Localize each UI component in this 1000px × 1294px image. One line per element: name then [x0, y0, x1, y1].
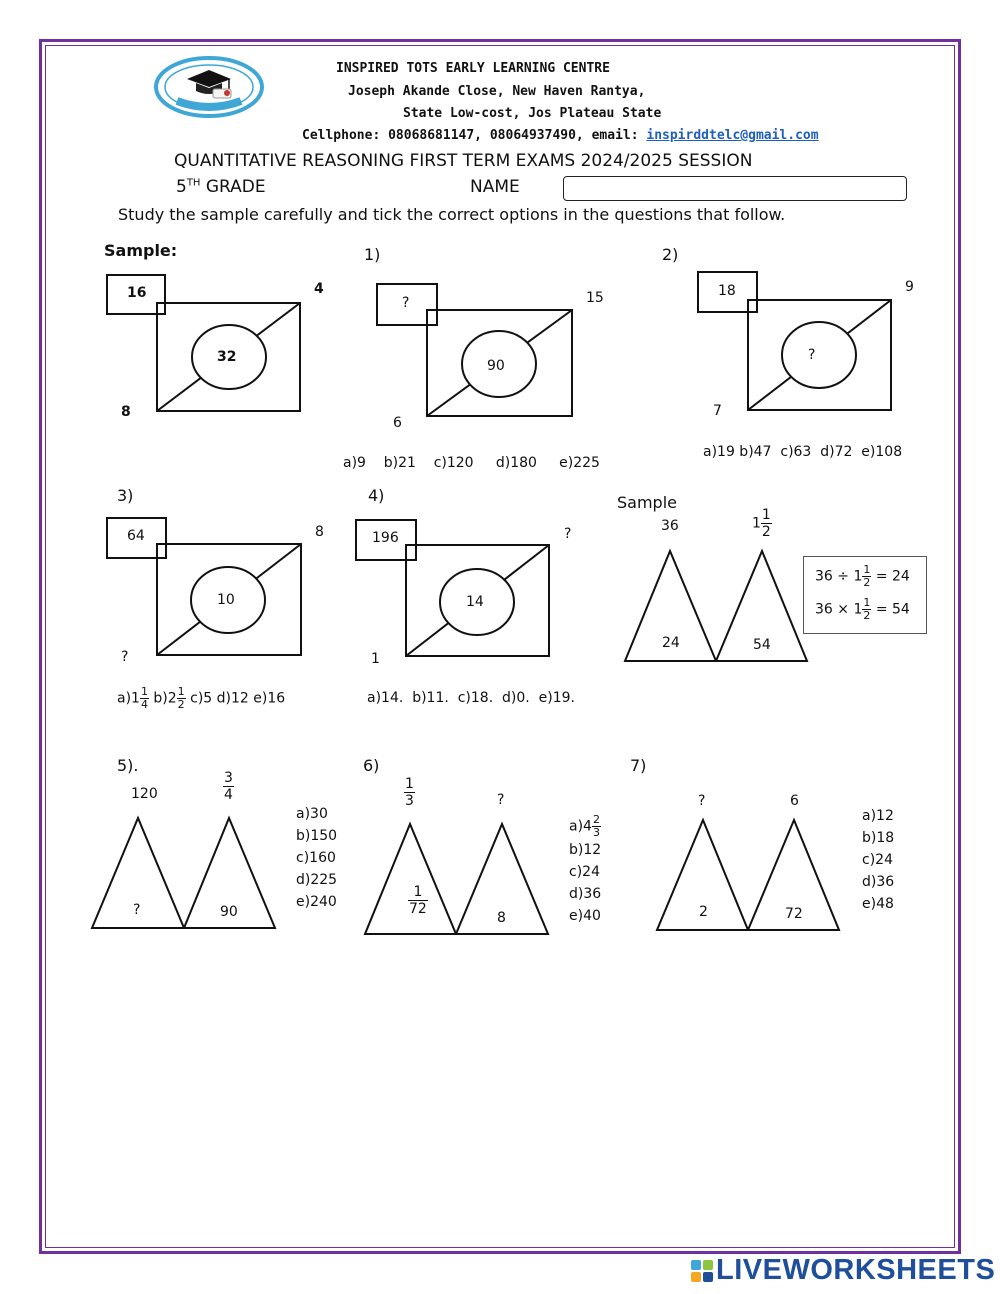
q4-label: 4): [368, 486, 385, 505]
q4-box-value: 196: [372, 530, 399, 546]
address-line-2: State Low-cost, Jos Plateau State: [403, 106, 662, 121]
exam-title: QUANTITATIVE REASONING FIRST TERM EXAMS 2024/2025 SESSION: [174, 151, 753, 171]
q3-options-rest: c)5 d)12 e)16: [190, 690, 286, 707]
sample2-right-top-denominator: 2: [761, 524, 771, 540]
q6-left-top-denominator: 3: [405, 793, 414, 809]
sample2-eq-1: [815, 564, 910, 589]
q7-right-inner: 72: [785, 906, 803, 922]
q2-circle: [782, 322, 856, 388]
q6-left-inner-denominator: 72: [409, 901, 427, 917]
q6-option-b[interactable]: b)12: [569, 842, 602, 858]
sample2-right-top-numerator: 1: [761, 507, 771, 523]
sample2-eq-1-numerator: 1: [863, 563, 871, 576]
grade-number: 5: [176, 177, 187, 197]
sample2-eq-2-denominator: 2: [863, 609, 871, 622]
q2-box-value: 18: [718, 283, 736, 299]
q3-label: 3): [117, 486, 134, 505]
contact-text: Cellphone: 08068681147, 08064937490, email:: [302, 128, 647, 143]
q5-option-b[interactable]: b)150: [296, 828, 338, 844]
school-name: INSPIRED TOTS EARLY LEARNING CENTRE: [336, 61, 610, 76]
q5-option-a[interactable]: a)30: [296, 806, 328, 822]
sample2-eq-2: [815, 597, 910, 622]
q6-right-top: ?: [497, 792, 505, 808]
sample2-label: Sample: [617, 493, 677, 512]
sample2-right-top: [752, 507, 772, 540]
q3-option-a-numerator: 1: [140, 685, 148, 698]
sample2-eq-2-numerator: 1: [863, 596, 871, 609]
sample-box-value: 16: [127, 285, 147, 301]
q7-left-top: ?: [698, 793, 706, 809]
q6-option-a[interactable]: [569, 814, 601, 839]
instruction: Study the sample carefully and tick the correct options in the questions that follow.: [118, 205, 786, 224]
q7-label: 7): [630, 756, 647, 775]
q7-right-top: 6: [790, 793, 799, 809]
liveworksheets-icon: [690, 1258, 716, 1284]
q3-option-a: a)1: [117, 690, 140, 707]
liveworksheets-logo: [690, 1254, 995, 1287]
q5-option-c[interactable]: c)160: [296, 850, 336, 866]
q6-option-e[interactable]: e)40: [569, 908, 601, 924]
sample-circle-value: 32: [217, 349, 237, 365]
q6-option-a-whole: a)4: [569, 818, 592, 835]
q7-option-a[interactable]: a)12: [862, 808, 894, 824]
q3-option-a-denominator: 4: [140, 698, 148, 711]
sample2-eq-1-right: = 24: [875, 568, 910, 585]
q6-right-inner: 8: [497, 910, 506, 926]
q4-top-right: ?: [564, 526, 572, 542]
name-label: NAME: [470, 177, 520, 197]
q2-bottom-left: 7: [713, 403, 722, 419]
q2-top-right: 9: [905, 279, 914, 295]
email-link[interactable]: inspirddtelc@gmail.com: [646, 128, 819, 143]
q4-bottom-left: 1: [371, 651, 380, 667]
q3-option-b-numerator: 1: [177, 685, 185, 698]
sample-top-right: 4: [314, 281, 324, 297]
address-line-1: Joseph Akande Close, New Haven Rantya,: [348, 84, 646, 99]
sample2-eq-1-denominator: 2: [863, 576, 871, 589]
sample-label: Sample:: [104, 241, 178, 260]
sample2-right-inner: 54: [753, 637, 771, 653]
q3-box-value: 64: [127, 528, 145, 544]
q1-top-right: 15: [586, 290, 604, 306]
q1-label: 1): [364, 245, 381, 264]
sample2-left-top: 36: [661, 518, 679, 534]
q3-option-b: b)2: [153, 690, 177, 707]
q7-left-inner: 2: [699, 904, 708, 920]
q7-option-c[interactable]: c)24: [862, 852, 893, 868]
q5-right-inner: 90: [220, 904, 238, 920]
q5-right-top-denominator: 4: [224, 787, 233, 803]
q7-option-b[interactable]: b)18: [862, 830, 895, 846]
grade-suffix: TH: [186, 177, 201, 189]
q6-left-top-numerator: 1: [405, 776, 414, 792]
q4-circle-value: 14: [466, 594, 484, 610]
sample2-eq-2-left: 36 × 1: [815, 601, 863, 618]
sample2-left-inner: 24: [662, 635, 680, 651]
sample-bottom-left: 8: [121, 404, 131, 420]
grade-word: GRADE: [205, 177, 266, 197]
q6-option-a-numerator: 2: [592, 813, 600, 826]
q2-circle-value: ?: [808, 347, 816, 363]
q1-bottom-left: 6: [393, 415, 402, 431]
q1-box-value: ?: [402, 295, 410, 311]
sample2-right-top-whole: 1: [752, 515, 761, 532]
q7-options[interactable]: [862, 805, 894, 915]
q5-option-d[interactable]: d)225: [296, 872, 338, 888]
q5-options[interactable]: [296, 803, 337, 913]
q6-option-d[interactable]: d)36: [569, 886, 602, 902]
q5-right-top: [223, 770, 234, 803]
q5-option-e[interactable]: e)240: [296, 894, 337, 910]
q5-left-inner: ?: [133, 902, 141, 918]
q6-option-a-denominator: 3: [592, 826, 600, 839]
q6-option-c[interactable]: c)24: [569, 864, 600, 880]
q5-label: 5).: [117, 756, 139, 775]
q6-left-inner-numerator: 1: [408, 884, 428, 901]
q6-options[interactable]: [569, 814, 601, 927]
q3-option-b-denominator: 2: [177, 698, 185, 711]
q6-left-top: [404, 776, 415, 809]
sample2-eq-2-right: = 54: [875, 601, 910, 618]
q3-circle-value: 10: [217, 592, 235, 608]
q7-option-d[interactable]: d)36: [862, 874, 895, 890]
q7-option-e[interactable]: e)48: [862, 896, 894, 912]
q5-left-top: 120: [131, 786, 158, 802]
q4-options[interactable]: a)14. b)11. c)18. d)0. e)19.: [367, 690, 575, 706]
q2-options[interactable]: a)19 b)47 c)63 d)72 e)108: [703, 444, 903, 460]
q6-left-inner: [408, 884, 428, 917]
q5-right-top-numerator: 3: [224, 770, 233, 786]
q1-circle-value: 90: [487, 358, 505, 374]
q2-label: 2): [662, 245, 679, 264]
sample2-eq-1-left: 36 ÷ 1: [815, 568, 863, 585]
q3-options[interactable]: [117, 686, 285, 711]
q3-bottom-left: ?: [121, 649, 129, 665]
q3-top-right: 8: [315, 524, 324, 540]
q1-options[interactable]: a)9 b)21 c)120 d)180 e)225: [343, 455, 600, 471]
q6-left-triangle: [365, 824, 456, 934]
q6-label: 6): [363, 756, 380, 775]
liveworksheets-text: LIVEWORKSHEETS: [716, 1254, 996, 1286]
